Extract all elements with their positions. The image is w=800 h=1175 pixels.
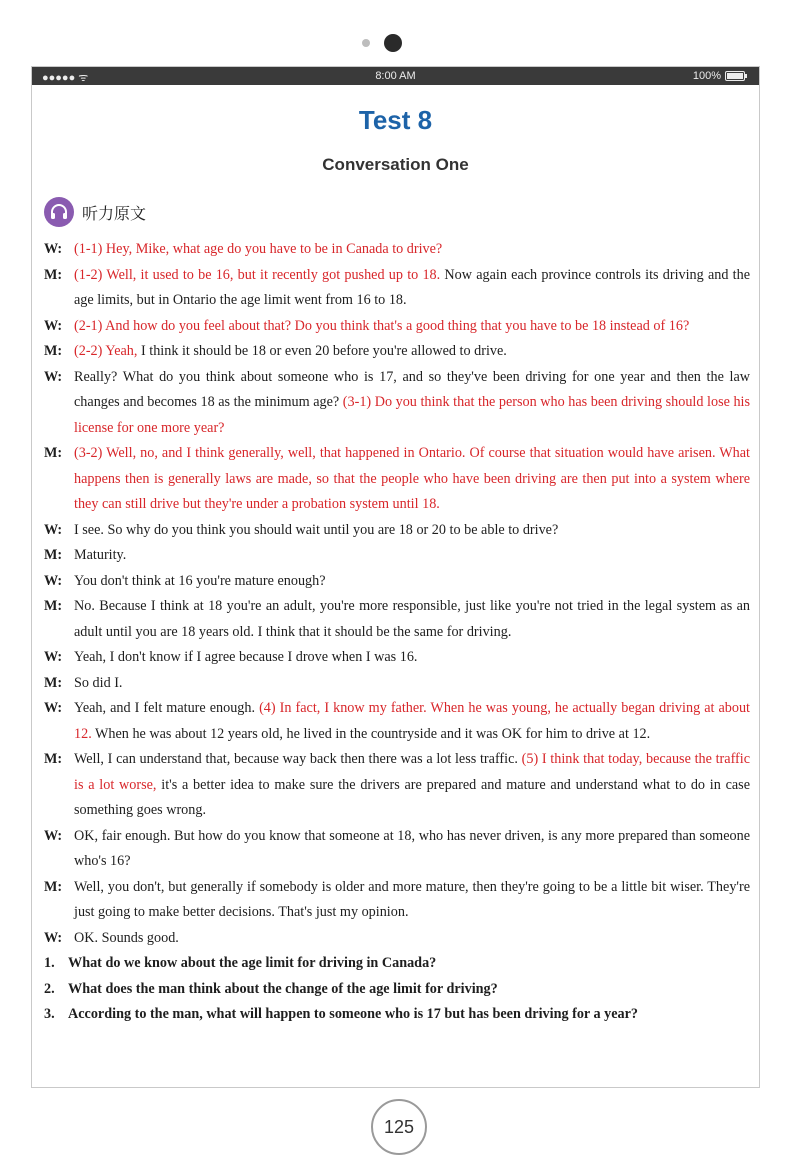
speaker-label: W: (44, 827, 63, 844)
headphones-icon (44, 197, 74, 227)
speaker-label: M: (44, 547, 63, 563)
highlighted-text: (3-2) Well, no, and I think generally, well, that happened in Ontario. Of course that situation would have arisen. What happens then is generally laws are made, so that the people who have been driving are then put into a system where they can still drive but they're under a probation system until 18. (74, 445, 750, 512)
speaker-label: W: (44, 572, 63, 589)
dialogue-turn (44, 824, 750, 875)
question-number: 3. (44, 1006, 55, 1022)
speaker-label: M: (44, 343, 63, 359)
battery-percent: 100% (692, 70, 721, 82)
speaker-label: W: (44, 317, 63, 334)
dialogue-turn (44, 543, 750, 569)
question-item (44, 951, 750, 977)
dialogue-turn (44, 594, 750, 645)
dialogue-text: Yeah, I don't know if I agree because I drove when I was 16. (74, 649, 418, 665)
tablet-screen (31, 66, 760, 1088)
dialogue-turn (44, 441, 750, 518)
speaker-label: W: (44, 649, 63, 665)
dialogue-text: Yeah, and I felt mature enough. (74, 700, 260, 716)
sensor-dot (362, 39, 370, 47)
dialogue (44, 237, 750, 951)
dialogue-text: Really? What do you think about someone who is 17, and so they've been driving for one year and then the law changes and becomes 18 as the minimum age? (74, 368, 750, 410)
speaker-label: M: (44, 674, 63, 691)
dialogue-text: Well, I can understand that, because way back then there was a lot less traffic. (74, 751, 522, 767)
speaker-label: W: (44, 929, 63, 946)
transcript (44, 237, 750, 1028)
dialogue-turn (44, 263, 750, 314)
status-bar (32, 67, 759, 85)
speaker-label: M: (44, 445, 63, 461)
dialogue-turn (44, 518, 750, 544)
dialogue-turn (44, 365, 750, 442)
question-text: What do we know about the age limit for driving in Canada? (68, 955, 437, 971)
camera-dot (384, 34, 402, 52)
speaker-label: W: (44, 368, 63, 385)
speaker-label: M: (44, 266, 63, 283)
dialogue-text: When he was about 12 years old, he lived in the countryside and it was OK for him to drive at 12. (91, 725, 651, 742)
dialogue-turn (44, 875, 750, 926)
highlighted-text: (4) In fact, I know my father. When he was young, he actually began driving at about 12. (74, 700, 750, 742)
dialogue-turn (44, 314, 750, 340)
battery-status (693, 70, 745, 82)
page-title: Test 8 (358, 105, 433, 135)
speaker-label: M: (44, 598, 63, 614)
question-text: According to the man, what will happen to someone who is 17 but has been driving for a year? (68, 1006, 639, 1022)
dialogue-turn (44, 696, 750, 747)
dialogue-text: You don't think at 16 you're mature enough? (74, 572, 326, 589)
question-item (44, 977, 750, 1003)
speaker-label: M: (44, 751, 63, 767)
highlighted-text: (5) I think that today, because the traffic is a lot worse, (74, 751, 750, 793)
speaker-label: M: (44, 878, 63, 895)
conversation-title: Conversation One (322, 155, 469, 174)
dialogue-turn (44, 645, 750, 671)
question-number: 2. (44, 980, 55, 997)
dialogue-text: I see. So why do you think you should wait until you are 18 or 20 to be able to drive? (74, 521, 559, 538)
highlighted-text: (1-2) Well, it used to be 16, but it recently got pushed up to 18. (74, 266, 441, 283)
battery-icon (725, 71, 745, 81)
question-text: What does the man think about the change of the age limit for driving? (68, 980, 498, 997)
dialogue-text: I think it should be 18 or even 20 before you're allowed to drive. (137, 343, 507, 359)
dialogue-text: So did I. (74, 674, 123, 691)
highlighted-text: (2-1) And how do you feel about that? Do you think that's a good thing that you have to be 18 instead of 16? (74, 317, 690, 334)
dialogue-turn (44, 237, 750, 263)
dialogue-turn (44, 747, 750, 824)
status-time: 8:00 AM (375, 70, 416, 82)
dialogue-text: OK. Sounds good. (74, 929, 179, 946)
section-label: 听力原文 (82, 203, 147, 223)
dialogue-text: OK, fair enough. But how do you know that someone at 18, who has never driven, is any more prepared than someone who's 16? (74, 827, 750, 869)
highlighted-text: (2-2) Yeah, (74, 343, 138, 359)
dialogue-turn (44, 926, 750, 952)
dialogue-text: No. Because I think at 18 you're an adult, you're more responsible, just like you're not tried in the legal system as an adult until you are 18 years old. I think that it should be the same for driving. (74, 598, 750, 640)
section-header (44, 197, 146, 227)
speaker-label: W: (44, 241, 63, 257)
question-list (44, 951, 750, 1028)
camera-dots (362, 34, 412, 54)
signal-indicator: ●●●●● ᯤ (42, 72, 89, 84)
highlighted-text: (3-1) Do you think that the person who has been driving should lose his license for one more year? (74, 394, 750, 436)
question-item (44, 1002, 750, 1028)
dialogue-text: it's a better idea to make sure the drivers are prepared and mature and understand what to do in case something goes wrong. (74, 776, 750, 818)
speaker-label: W: (44, 700, 63, 716)
dialogue-text: Well, you don't, but generally if somebody is older and more mature, then they're going to be a little bit wiser. They're just going to make better decisions. That's just my opinion. (74, 878, 750, 920)
highlighted-text: (1-1) Hey, Mike, what age do you have to be in Canada to drive? (74, 241, 443, 257)
speaker-label: W: (44, 521, 63, 538)
dialogue-turn (44, 339, 750, 365)
dialogue-text: Maturity. (74, 547, 127, 563)
question-number: 1. (44, 955, 55, 971)
dialogue-turn (44, 671, 750, 697)
dialogue-text: Now again each province controls its driving and the age limits, but in Ontario the age limit went from 16 to 18. (74, 266, 750, 308)
page-number: 125 (371, 1099, 427, 1155)
dialogue-turn (44, 569, 750, 595)
